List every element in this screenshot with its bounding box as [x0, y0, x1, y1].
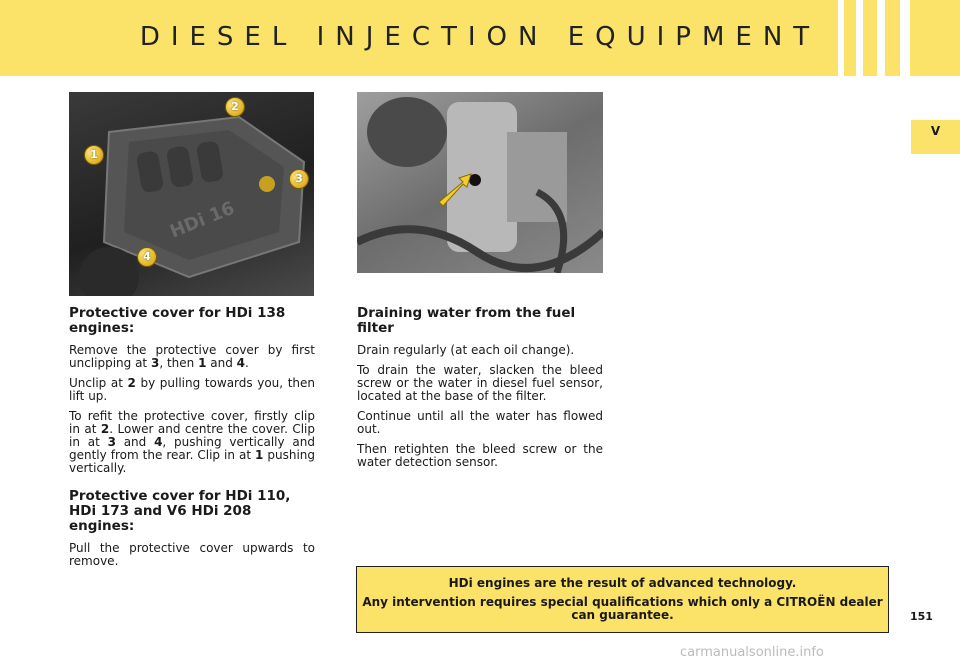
notice-line: Any intervention requires special qualifications which only a CITROËN dealer can guarantee.: [362, 595, 883, 622]
notice-box: [356, 566, 889, 633]
fuel-filter-illustration: [357, 92, 603, 273]
left-text-column: [69, 306, 315, 575]
paragraph: To refit the protective cover, firstly clip in at 2. Lower and centre the cover. Clip in at 3 and 4, pushing vertically and gently from the rear. Clip in at 1 pushing vertically.: [69, 409, 316, 475]
section-heading: Protective cover for HDi 110, HDi 173 and V6 HDi 208 engines:: [69, 488, 291, 534]
paragraph: Remove the protective cover by first unclipping at 3, then 1 and 4.: [69, 343, 315, 370]
paragraph: Unclip at 2 by pulling towards you, then lift up.: [69, 376, 315, 403]
header-stripe: [856, 0, 863, 76]
page-number: 151: [910, 610, 933, 623]
paragraph: Pull the protective cover upwards to remove.: [69, 541, 315, 568]
engraving-text: HDi 16: [167, 197, 238, 243]
engine-illustration: [69, 92, 314, 296]
page-header: [0, 0, 960, 76]
header-stripe: [900, 0, 910, 76]
right-text-column: [357, 306, 603, 476]
watermark: carmanualsonline.info: [680, 645, 824, 660]
paragraph: Drain regularly (at each oil change).: [357, 343, 575, 357]
callout-2: 2: [225, 97, 245, 117]
fuel-filter-photo: [357, 92, 603, 273]
header-stripe: [877, 0, 885, 76]
page-title: DIESEL INJECTION EQUIPMENT: [139, 22, 821, 52]
section-heading: Draining water from the fuel filter: [357, 305, 576, 336]
chapter-label: V: [930, 124, 941, 138]
chapter-tab: [911, 120, 960, 154]
engine-cover-photo: [69, 92, 314, 296]
callout-4: 4: [137, 247, 157, 267]
header-stripe: [838, 0, 844, 76]
paragraph: Continue until all the water has flowed out.: [357, 409, 603, 436]
paragraph: Then retighten the bleed screw or the water detection sensor.: [357, 442, 603, 469]
section-heading: Protective cover for HDi 138 engines:: [69, 305, 286, 336]
paragraph: To drain the water, slacken the bleed screw or the water in diesel fuel sensor, located at the base of the filter.: [357, 363, 603, 403]
callout-3: 3: [289, 169, 309, 189]
callout-1: 1: [84, 145, 104, 165]
notice-line: HDi engines are the result of advanced technology.: [448, 576, 797, 590]
